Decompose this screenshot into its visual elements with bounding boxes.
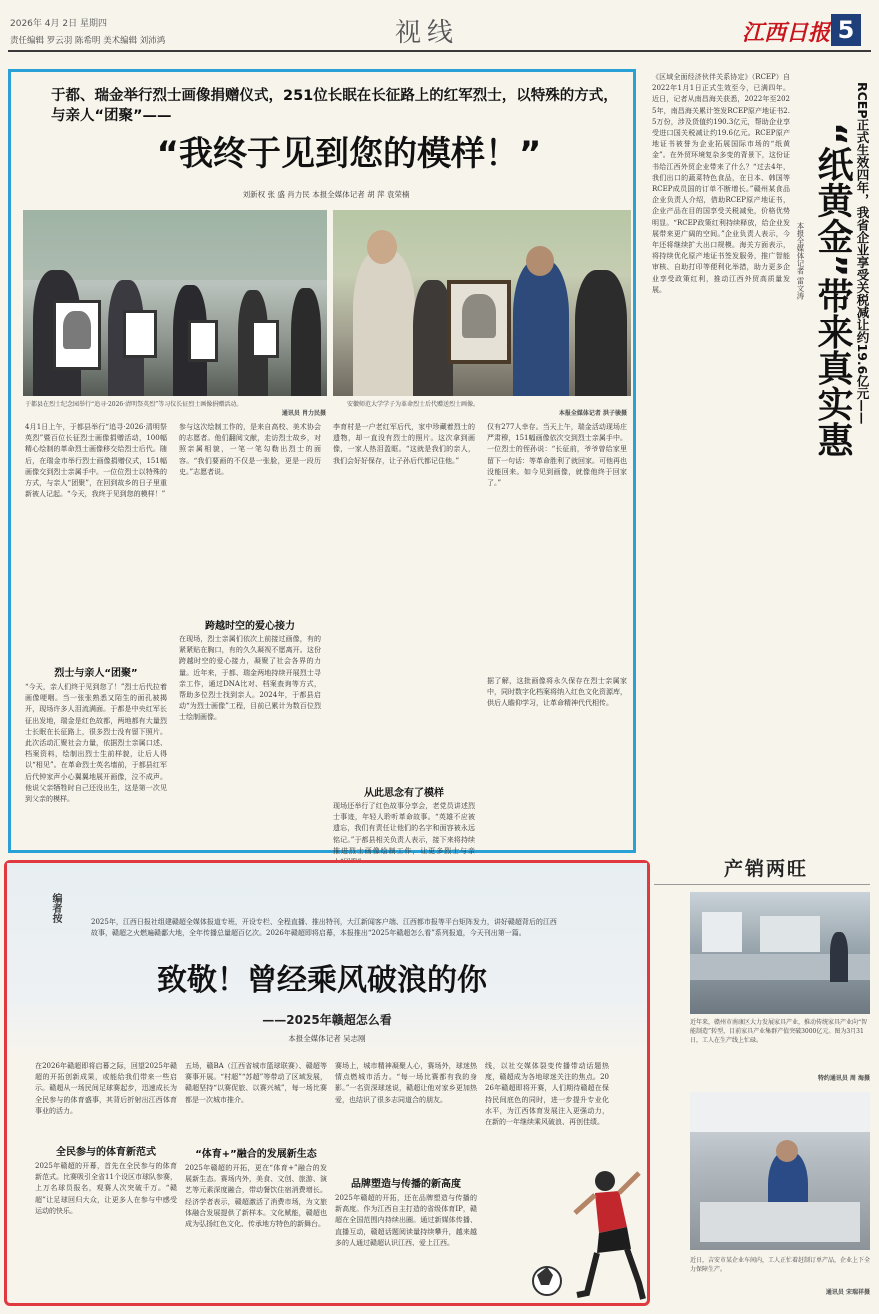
bottom-col1-subhead: 全民参与的体育新范式 xyxy=(56,1147,156,1158)
bottom-col3-subhead: 品牌塑造与传播的新高度 xyxy=(351,1179,461,1190)
rcep-sidebar xyxy=(646,62,874,862)
lead-col1b-body: “今天，亲人们终于见到您了！”烈士后代拉着画像哽咽。当一张张熟悉又陌生的面孔被揭开，现场许多人泪流满面。于都是中央红军长征出发地，瑞金是红色故都，两地都有大量烈士长眠在长征路上，很多烈士没有留下照片。此次活动汇聚社会力量，依据烈士亲属口述、档案资料，绘制出烈士生前样貌，让后人得以“相见”。在革命烈士英名墙前，于都县红军后代钟家声小心翼翼地展开画像，泣不成声。他说父亲牺牲时自己还没出生，这是第一次见到父亲的模样。 xyxy=(25,683,167,804)
page-header xyxy=(0,0,879,58)
rcep-body-continued xyxy=(652,517,876,862)
photo-section-caption2: 近日，吉安市某企业车间内，工人正忙着赶制订单产品，企业上下全力保障生产。 xyxy=(690,1257,871,1273)
lead-col2-body: 参与这次绘制工作的，是来自高校、美术协会的志愿者。他们翻阅文献，走访烈士故乡，对照亲属相貌，一笔一笔勾勒出烈士的面容。“我们要画的不仅是一张脸，更是一段历史。”志愿者说。 xyxy=(179,423,321,476)
photo2-caption: 安徽师范大学学子为革命烈士后代赠送烈士画像。 xyxy=(347,401,480,408)
bottom-col3-body: 赛场上，城市精神凝聚人心，赛场外，球迷热情点燃城市活力。“每一场比赛都有我的身影。”一名资深球迷说，赣超让他对家乡更加热爱，也结识了很多志同道合的朋友。 xyxy=(335,1062,477,1104)
lead-headline: “我终于见到您的模样！” xyxy=(156,134,542,174)
photo-portrait-ceremony xyxy=(23,210,327,396)
lead-col3-subhead: 从此思念有了模样 xyxy=(364,788,444,799)
lead-col1-subhead: 烈士与亲人“团聚” xyxy=(54,668,138,679)
rcep-body: 《区域全面经济伙伴关系协定》（RCEP）自2022年1月1日正式生效至今，已满四年。近日，记者从南昌海关获悉，2022年至2025年，南昌海关累计签发RCEP原产地证书2.5万份，涉及货值约190.3亿元，帮助企业享受进口国关税减让约19.6亿元。RCEP原产地证书被誉为企业拓展国际市场的“纸黄金”。在外贸环境复杂多变的背景下，这份证书给江西外贸企业带来了什么？“过去4年，我们出口的蔬菜特色食品，在日本、韩国等RCEP成员国的订单不断增长。”赣州某食品企业负责人介绍，借助RCEP原产地证书，企业产品在目的国享受关税减免，价格优势明显。“RCEP政策红利持续释放，给企业发展带来更广阔的空间。”企业负责人表示，今年还将继续扩大出口规模。海关方面表示，将持续优化原产地证书签发服务，推广智能审核、自助打印等便利化举措，助力更多企业享受政策红利，推动江西外贸高质量发展。 xyxy=(652,73,790,294)
photo-section xyxy=(646,848,874,1308)
rcep-vertical-kicker: RCEP正式生效四年，我省企业享受关税减让约19.6亿元—— xyxy=(855,82,870,425)
bottom-byline: 本报全媒体记者 吴志刚 xyxy=(288,1034,366,1043)
photo1-credit: 通讯员 肖力民摄 xyxy=(281,410,326,417)
rcep-title: “纸黄金”带来真实惠 xyxy=(812,122,853,458)
editor-note-tag: 编者按 xyxy=(50,893,61,923)
handover-portrait-frame xyxy=(447,280,511,364)
bottom-story-box xyxy=(4,860,650,1306)
photo-section-caption1: 近年来，赣州市南康区大力发展家具产业，推动传统家具产业向“智能制造”转型，目前家具产业集群产值突破3000亿元。图为3月31日，工人在生产线上忙碌。 xyxy=(690,1019,868,1044)
bottom-col4-body: 线，以社交媒体裂变传播带动话题热度，赣超成为各地球迷关注的焦点。2026年赣超即将开赛，人们期待赣超在保持民间底色的同时，进一步提升专业化水平，为江西体育发展注入更强动力，在新的一年继续乘风破浪、再创佳绩。 xyxy=(485,1062,609,1127)
bottom-col2-body: 五场，赣BA（江西省城市篮球联赛）、赣超等赛事开展。“村超”“苏超”等带动了区域发展，赣超坚持“以赛促旅、以赛兴城”，每一场比赛都是一次城市推介。 xyxy=(185,1062,327,1104)
photo-section-credit2: 通讯员 宋瑞祥摄 xyxy=(825,1289,870,1296)
bottom-headline: 致敬！曾经乘风破浪的你 xyxy=(157,963,487,998)
section-title: 视线 xyxy=(395,18,460,48)
lead-col1-body: 4月1日上午，于都县举行“追寻·2026·清明祭英烈”暨百位长征烈士画像捐赠活动，100幅精心绘制的革命烈士画像移交给烈士后代。随后，在瑞金市举行烈士画像捐赠仪式，151幅画像交到烈士亲属手中。一位位烈士以特殊的方式，与亲人“团聚”，在回到故乡的日子里重新被人记起。“今天，我终于见到您的模样！” xyxy=(25,423,167,499)
masthead-logo: 江西日报 xyxy=(742,20,831,46)
lead-story-box xyxy=(8,69,636,853)
lead-byline: 刘新权 张 盛 肖力民 本报全媒体记者 胡 萍 袁荣楠 xyxy=(242,190,410,199)
photo-section-title: 产销两旺 xyxy=(724,858,809,880)
lead-col2b-body: 在现场，烈士亲属们依次上前接过画像，有的紧紧贴在胸口，有的久久凝视不愿离开。这份跨越时空的爱心接力，凝聚了社会各界的力量。近年来，于都、瑞金两地持续开展烈士寻亲工作，通过DNA比对、档案查询等方式，帮助多位烈士找到亲人。2024年，于都县启动“为烈士画像”工程，目前已累计为数百位烈士绘制画像。 xyxy=(179,635,321,722)
rcep-byline: 本报全媒体记者 雷文涛 xyxy=(796,222,805,300)
portrait-frame xyxy=(53,300,101,370)
photo-section-credit1: 特约通讯员 周 海摄 xyxy=(817,1075,870,1082)
lead-col4b-body: 据了解，这批画像将永久保存在烈士亲属家中，同时数字化档案将纳入红色文化资源库，供后人瞻仰学习，让革命精神代代相传。 xyxy=(487,677,627,708)
lead-col4-body: 仅有277人幸存。当天上午，瑞金活动现场庄严肃穆，151幅画像依次交到烈士亲属手中。一位烈士的侄孙说：“长征前，爷爷曾给家里留下一句话：等革命胜利了就回家。可他再也没能回来。如今见到画像，就像他终于回家了。” xyxy=(487,423,627,488)
header-editors: 责任编辑 罗云羽 陈希明 美术编辑 刘沛鸿 xyxy=(10,36,166,46)
football-player-illustration xyxy=(527,1163,645,1303)
bottom-col2-subhead: “体育+”融合的发展新生态 xyxy=(195,1149,317,1160)
photo-workshop xyxy=(690,1092,870,1250)
bottom-col3b-body: 2025年赣超的开拓，还在品牌塑造与传播的新高度。作为江西自主打造的省级体育IP，赣超在全国范围内持续出圈。通过新媒体传播、直播互动，赣超话题阅读量持续攀升，越来越多的人通过赣超认识江西、爱上江西。 xyxy=(335,1194,477,1247)
header-rule xyxy=(8,50,871,52)
section-title-rule xyxy=(654,884,870,885)
photo2-credit: 本报全媒体记者 洪子骏摄 xyxy=(558,410,627,417)
bottom-subheadline: ——2025年赣超怎么看 xyxy=(262,1013,392,1027)
lead-col2-subhead: 跨越时空的爱心接力 xyxy=(205,621,295,632)
photo-portrait-handover xyxy=(333,210,631,396)
header-date: 2026年 4月 2日 星期四 xyxy=(10,19,107,29)
editor-note: 2025年，江西日报社组建赣超全媒体报道专班，开设专栏、全程直播、推出特刊，大江新闻客户端、江西都市报等平台矩阵发力，讲好赣超背后的江西故事，赣超之火燃遍赣鄱大地，全年传播总量超百亿次。2026年赣超即将启幕，本报推出“2025年赣超怎么看”系列报道，今天刊出第一篇。 xyxy=(91,918,557,937)
bottom-col1b-body: 2025年赣超的开幕，首先在全民参与的体育新范式。比赛吸引全省11个设区市球队参赛，上万名球员报名，观赛人次突破千万。“赣超”让足球回归大众，让更多人在参与中感受运动的快乐。 xyxy=(35,1162,177,1215)
lead-col3-body: 李育村是一户老红军后代，家中珍藏着烈士的遗物，却一直没有烈士的照片。这次拿到画像，一家人热泪盈眶。“这就是我们的亲人，我们会好好保存，让子孙后代都记住他。” xyxy=(333,423,475,465)
lead-col3b-body: 现场还举行了红色故事分享会，老党员讲述烈士事迹，年轻人聆听革命故事。“英雄不应被遗忘，我们有责任让他们的名字和面容被永远铭记。”于都县相关负责人表示，接下来将持续推进烈士画像绘制工作，让更多烈士与亲 xyxy=(333,802,475,855)
page-number: 5 xyxy=(831,14,861,46)
photo1-caption: 于都县在烈士纪念园举行“追寻·2026·清明祭英烈”等习仪长征烈士画像捐赠活动。 xyxy=(25,401,243,408)
bottom-col2b-body: 2025年赣超的开拓，更在“体育+”融合的发展新生态。赛场内外，美食、文创、旅游、演艺等元素深度融合，带动餐饮住宿消费增长。经济学者表示，赣超激活了消费市场，为文旅体融合发展提供了新样本。文化赋能，赣超也成为弘扬红色文化、传承地方特色的新舞台。 xyxy=(185,1164,327,1229)
photo-furniture-factory xyxy=(690,892,870,1014)
lead-kicker: 于都、瑞金举行烈士画像捐赠仪式，251位长眠在长征路上的红军烈士，以特殊的方式，与亲人“团聚”—— xyxy=(51,88,618,124)
photo-trees xyxy=(23,210,327,280)
bottom-col1-body: 在2026年赣超即将启幕之际，回望2025年赣超的开拓创新成果，或能给我们带来一些启示。赣超从一场民间足球赛起步，迅速成长为全民参与的体育盛事，其背后折射出江西体育事业的活力。 xyxy=(35,1062,177,1115)
player-silhouette xyxy=(527,1163,645,1303)
